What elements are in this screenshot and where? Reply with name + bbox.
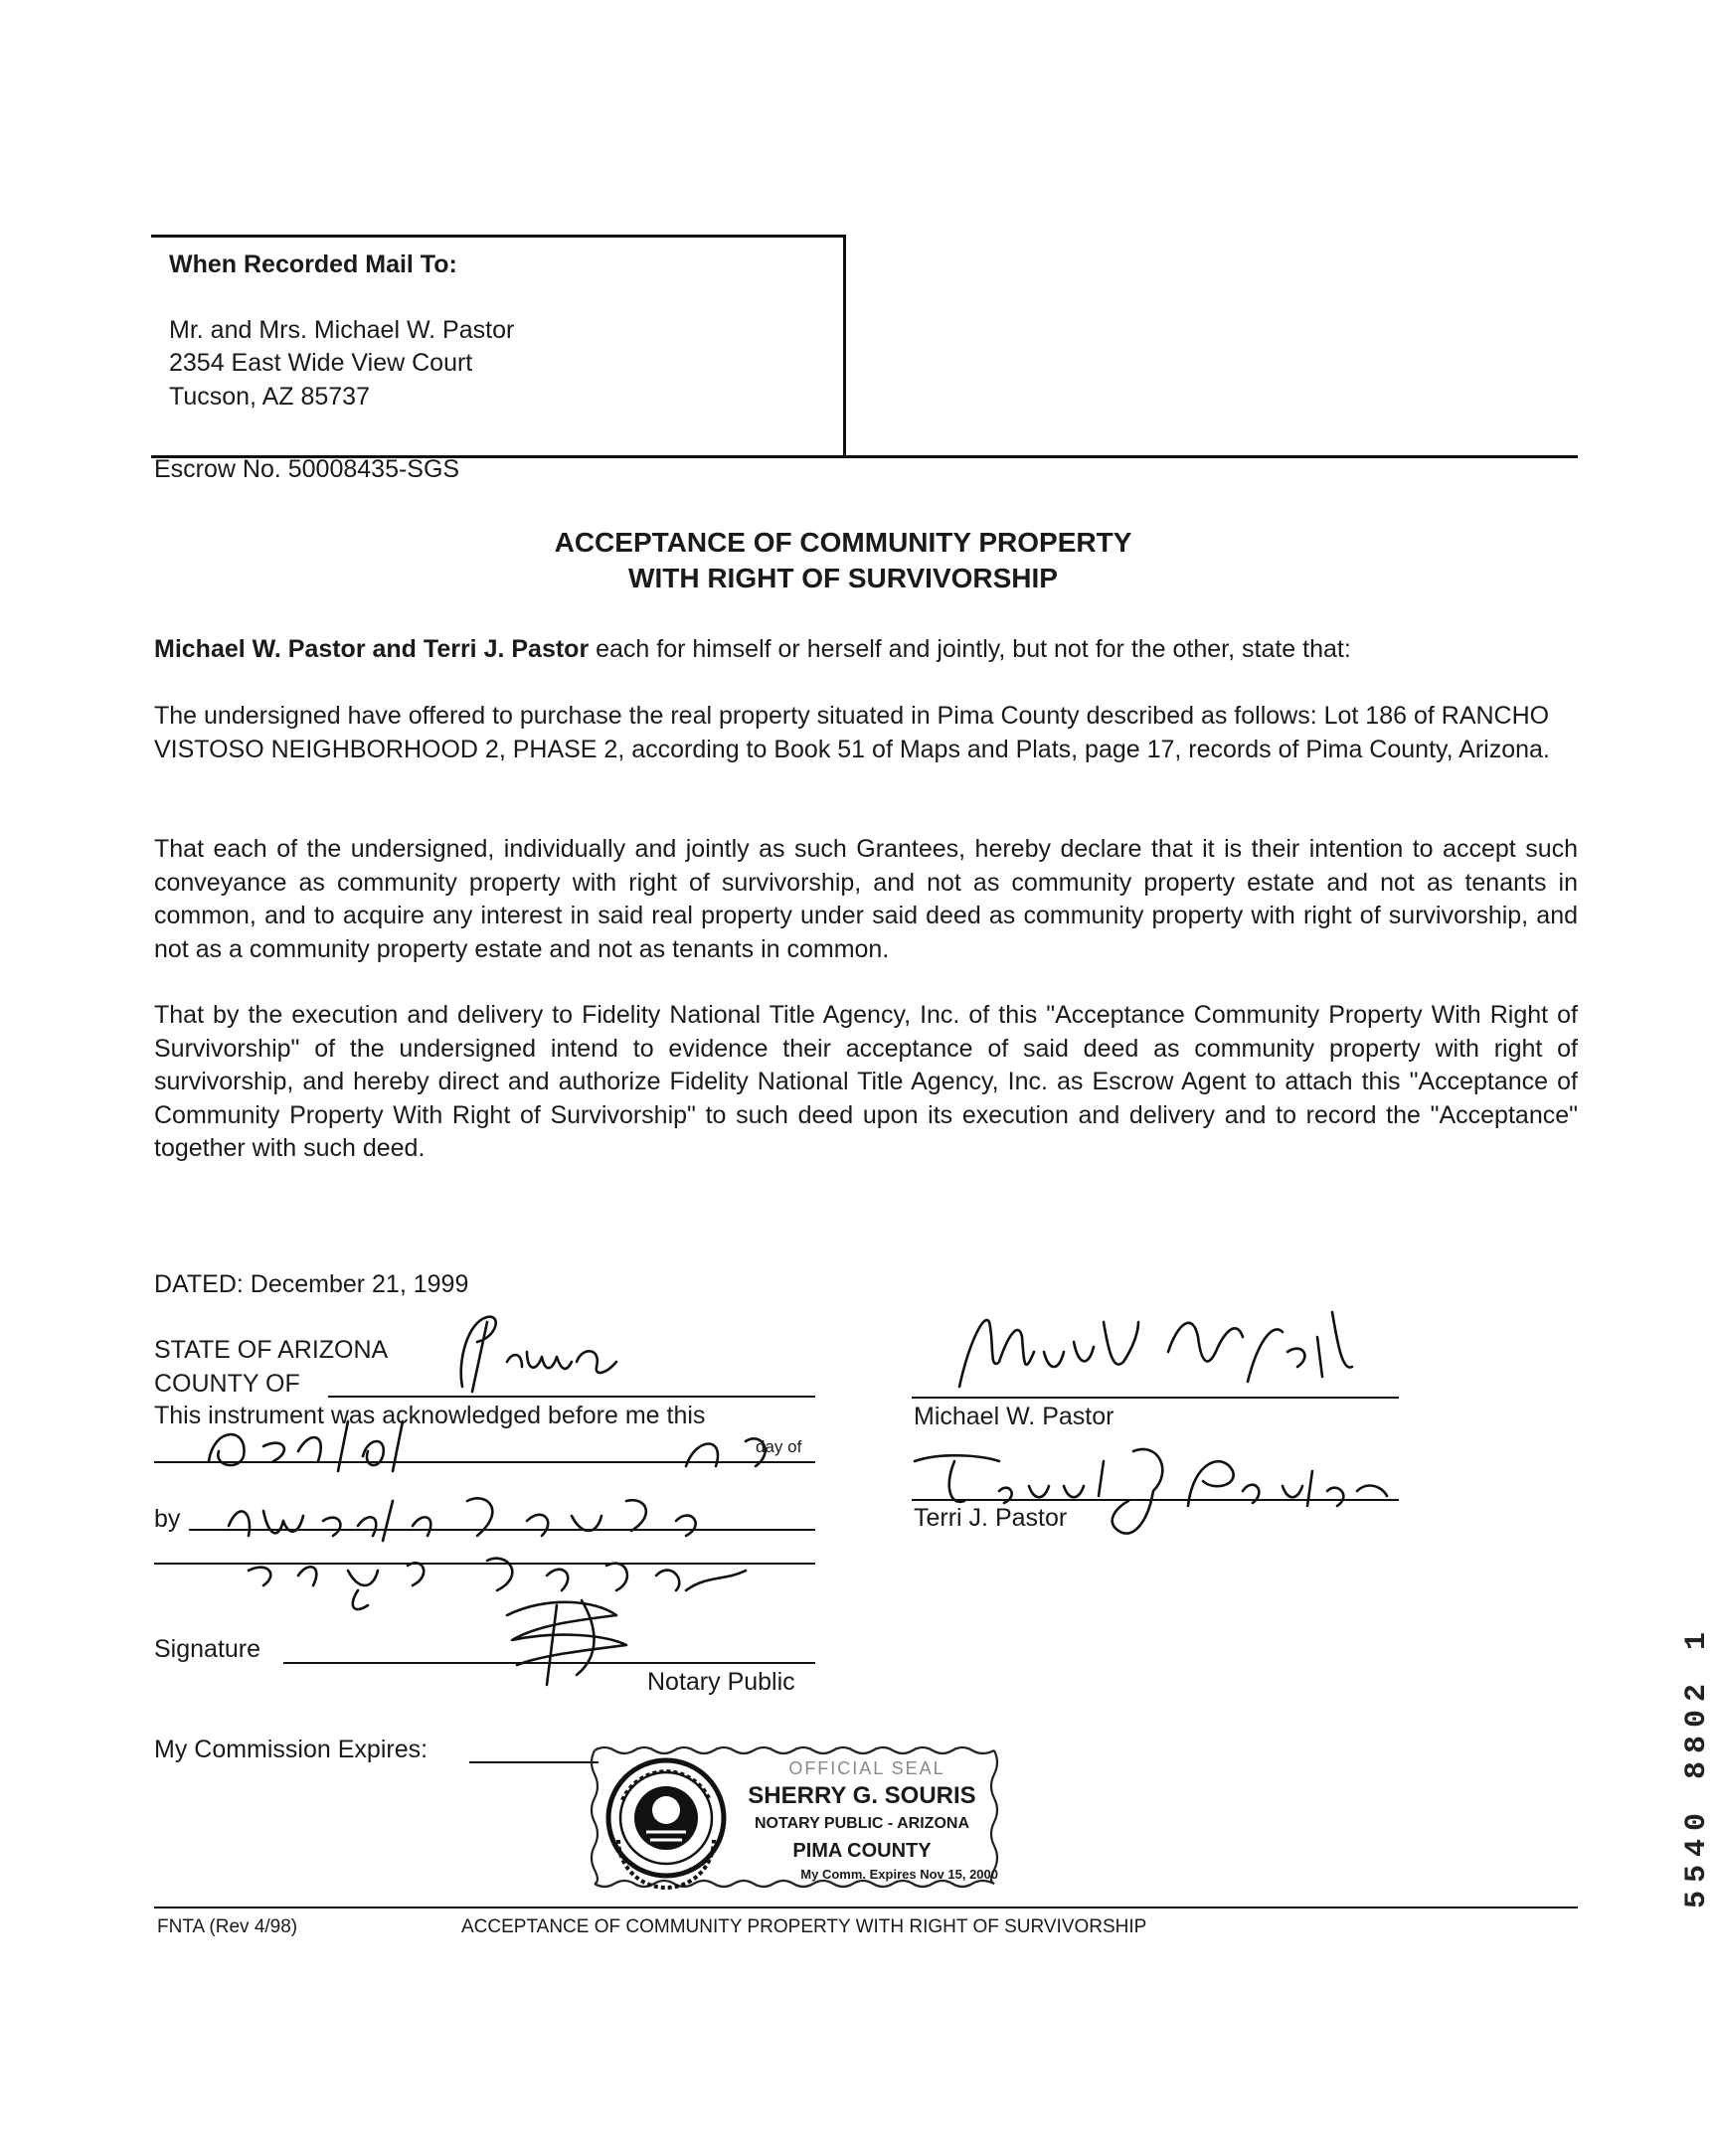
footer-rule (154, 1907, 1578, 1908)
notary-public-label: Notary Public (647, 1668, 795, 1696)
signer-1-name: Michael W. Pastor (914, 1403, 1114, 1430)
dated-line: DATED: December 21, 1999 (154, 1270, 469, 1298)
by-label: by (154, 1505, 181, 1533)
signature-label: Signature (154, 1635, 261, 1663)
notary-seal-stamp (589, 1741, 1002, 1894)
body-paragraph-2: That each of the undersigned, individually and jointly as such Grantees, hereby declare that it is their intention to accept such conveyance as community property with right of survivorship, and not as community property estate and not as tenants in common, and to acquire any interest in said real property under said deed as community property with right of survivorship, and not as a community property estate and not as tenants in common. (154, 835, 1578, 963)
mail-box-top-border (151, 235, 845, 238)
seal-title: NOTARY PUBLIC - ARIZONA (755, 1815, 969, 1832)
signer-2-name: Terri J. Pastor (914, 1504, 1068, 1532)
title-line-1: ACCEPTANCE OF COMMUNITY PROPERTY (554, 527, 1132, 558)
state-label: STATE OF ARIZONA (154, 1336, 389, 1364)
handwritten-signature-terri (905, 1431, 1392, 1551)
footer-title: ACCEPTANCE OF COMMUNITY PROPERTY WITH RIGHT OF SURVIVORSHIP (461, 1916, 1147, 1937)
day-of-label: day of (756, 1437, 802, 1456)
commission-line (469, 1761, 599, 1763)
seal-expires: My Comm. Expires Nov 15, 2000 (800, 1867, 998, 1882)
body-paragraph-3: That by the execution and delivery to Fidelity National Title Agency, Inc. of this "Acceptance Community Property With Right of Survivorship" of the undersigned intend to evidence their acceptance of said deed as community property with right of survivorship, and hereby direct and authorize Fidelity National Title Agency, Inc. as Escrow Agent to attach this "Acceptance of Community Property With Right of Survivorship" to such deed upon its execution and delivery and to record the "Acceptance" together with such deed. (154, 1001, 1578, 1162)
mail-box-right-border (843, 235, 846, 457)
seal-notary-name: SHERRY G. SOURIS (748, 1782, 976, 1809)
body-paragraph-1: The undersigned have offered to purchase the real property situated in Pima County described as follows: Lot 186 of RANCHO VISTOSO NEIGHBORHOOD 2, PHASE 2, according to Book 51 of Maps and Plats, page 17, records of Pima County, Arizona. (154, 702, 1550, 763)
document-title (0, 525, 1686, 596)
footer-form-number: FNTA (Rev 4/98) (157, 1916, 298, 1937)
handwritten-signature-michael (944, 1292, 1382, 1402)
handwritten-date (189, 1411, 825, 1481)
mail-to-city: Tucson, AZ 85737 (169, 383, 370, 411)
mail-to-name: Mr. and Mrs. Michael W. Pastor (169, 316, 515, 344)
intro-rest: each for himself or herself and jointly, but not for the other, state that: (589, 635, 1351, 663)
intro-statement (154, 633, 1578, 667)
mail-to-street: 2354 East Wide View Court (169, 349, 473, 377)
escrow-number: Escrow No. 50008435-SGS (154, 455, 460, 483)
seal-header: OFFICIAL SEAL (788, 1758, 945, 1778)
recording-number-stamp (1650, 1561, 1714, 1908)
acknowledged-text: This instrument was acknowledged before me this (154, 1402, 706, 1429)
county-label: COUNTY OF (154, 1370, 300, 1398)
recording-number: 5540 8802 1 (1680, 1623, 1714, 1908)
mail-to-label: When Recorded Mail To: (169, 250, 457, 278)
commission-label: My Commission Expires: (154, 1736, 428, 1763)
handwritten-county-pima (428, 1292, 646, 1402)
title-line-2: WITH RIGHT OF SURVIVORSHIP (628, 563, 1058, 593)
intro-parties: Michael W. Pastor and Terri J. Pastor (154, 635, 590, 663)
handwritten-notary-signature (487, 1585, 646, 1695)
seal-county: PIMA COUNTY (792, 1840, 932, 1862)
